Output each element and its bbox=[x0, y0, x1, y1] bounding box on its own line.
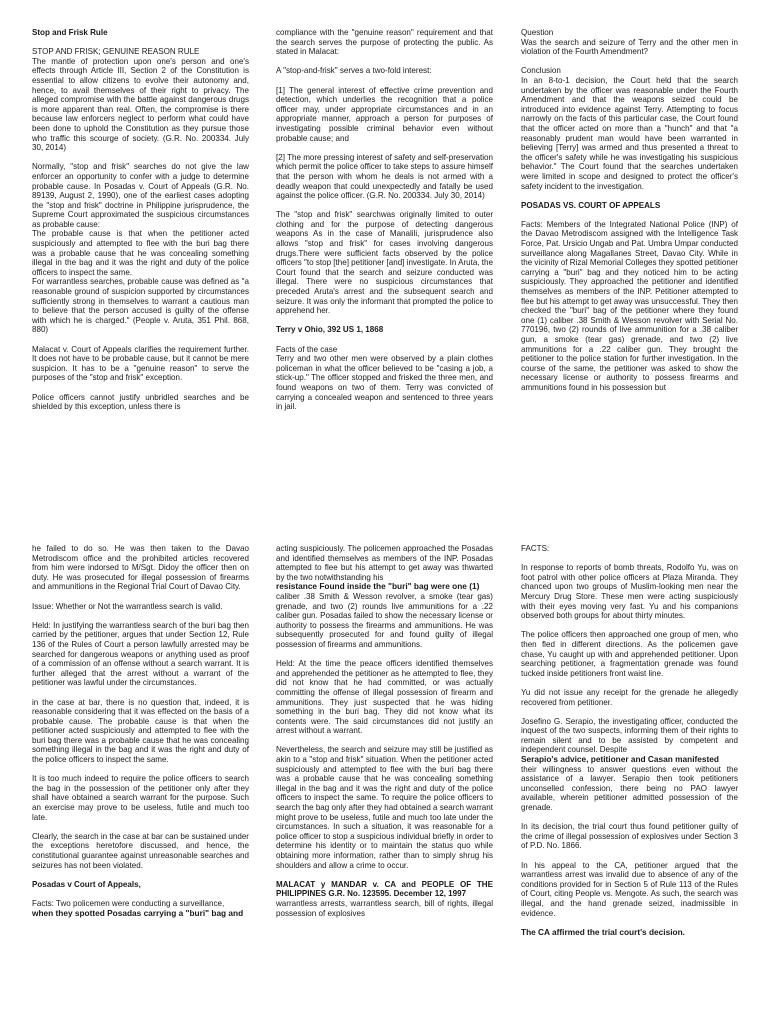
paragraph: their willingness to answer questions even without the assistance of a lawyer. Serapio then took petitioners unconselled confession, there being no PAO lawyer available, wherein petitioner admitted possession of the grenade. bbox=[521, 764, 738, 813]
section-heading: Terry v Ohio, 392 US 1, 1868 bbox=[276, 325, 384, 335]
page2-column-1 bbox=[32, 544, 249, 918]
paragraph: The CA affirmed the trial court's decision. bbox=[521, 926, 685, 937]
page1-column-2 bbox=[276, 28, 493, 421]
paragraph: Malacat v. Court of Appeals clarifies the requirement further. It does not have to be probable cause, but it cannot be mere suspicion. It has to be a "genuine reason" to serve the purposes of the "stop and frisk" exception. bbox=[32, 344, 249, 383]
paragraph: The "stop and frisk" searchwas originally limited to outer clothing and for the purpose of detecting dangerous weapons As in the case of Manalili, jurisprudence also allows "stop and frisk" for cases involving dangerous drugs.There were sufficient facts observed by the police officers "to stop [the] petitioner [and] investigate. In Aruta, the Court found that the search and seizure conducted was illegal. There were no suspicious circumstances that preceded Aruta's arrest and the subsequent search and seizure. It was only the informant that prompted the police to apprehend her. bbox=[276, 210, 493, 316]
paragraph: Serapio's advice, petitioner and Casan manifested bbox=[521, 754, 719, 765]
paragraph: For warrantless searches, probable cause was defined as "a reasonable ground of suspicion supported by circumstances sufficiently strong in themselves to warrant a cautious man to believe that the person accused is guilty of the offense with which he is charged." (People v. Aruta, 351 Phil. 868, 880) bbox=[32, 277, 249, 335]
section-heading: POSADAS VS. COURT OF APPEALS bbox=[521, 200, 661, 210]
paragraph: Was the search and seizure of Terry and the other men in violation of the Fourth Amendment? bbox=[521, 37, 738, 57]
paragraph: caliber .38 Smith & Wesson revolver, a smoke (tear gas) grenade, and two (2) rounds live ammunitions for a .22 caliber gun. Posadas failed to show the necessary license or authority to possess the firearms and ammunitions. He was subsequently prosecuted for and found guilty of illegal possession of firearms and ammunitions. bbox=[276, 591, 493, 649]
paragraph: Question bbox=[521, 28, 554, 37]
paragraph: In an 8-to-1 decision, the Court held that the search undertaken by the officer was reasonable under the Fourth Amendment and that the weapons seized could be introduced into evidence against Terry. Attempting to focus narrowly on the facts of this particular case, the Court found that the officer acted on more than a "hunch" and that "a reasonably prudent man would have been warranted in believing [Terry] was armed and thus presented a threat to the officer's safety while he was investigating his suspicious behavior." The Court found that the searches undertaken were limited in scope and designed to protect the officer's safety incident to the investigation. bbox=[521, 75, 738, 191]
paragraph: compliance with the "genuine reason" requirement and that the search serves the purpose of protecting the public. As stated in Malacat: bbox=[276, 28, 493, 57]
paragraph: Terry and two other men were observed by a plain clothes policeman in what the officer believed to be "casing a job, a stick-up." The officer stopped and frisked the three men, and found weapons on two of them. Terry was convicted of carrying a concealed weapon and sentenced to three years in jail. bbox=[276, 354, 493, 412]
paragraph: In his appeal to the CA, petitioner argued that the warrantless arrest was invalid due to absence of any of the conditions provided for in Section 5 of Rule 113 of the Rules of Court, citing People vs. Mengote. As such, the search was illegal, and the hand grenade seized, inadmissible in evidence. bbox=[521, 860, 738, 918]
paragraph: STOP AND FRISK; GENUINE REASON RULE bbox=[32, 47, 200, 57]
paragraph: In its decision, the trial court thus found petitioner guilty of the crime of illegal possession of explosives under Section 3 of P.D. No. 1866. bbox=[521, 822, 738, 851]
page1-column-3 bbox=[521, 28, 738, 402]
paragraph: Clearly, the search in the case at bar can be sustained under the exceptions heretofore discussed, and hence, the constitutional guarantee against unreasonable searches and seizures has not been violated. bbox=[32, 831, 249, 870]
paragraph: A "stop-and-frisk" serves a two-fold interest: bbox=[276, 66, 432, 76]
section-heading: MALACAT y MANDAR v. CA and PEOPLE OF THE PHILIPPINES G.R. No. 123595. December 12, 1997 bbox=[276, 879, 493, 899]
paragraph: Facts: Members of the Integrated National Police (INP) of the Davao Metrodiscom assigned with the Intelligence Task Force, Pat. Ursicio Ungab and Pat. Umbra Umpar conducted surveillance along Magallanes Street, Davao City. While in the vicinity of Rizal Memorial Colleges they spotted petitioner carrying a "buri" bag and they noticed him to be acting suspiciously. They approached the petitioner and identified themselves as members of the INP. Petitioner attempted to flee but his attempt to get away was unsuccessful. They then checked the "buri" bag of the petitioner where they found one (1) caliber .38 Smith & Wesson revolver with Serial No. 770196, two (2) rounds of live ammunition for a .38 caliber gun, a smoke (tear gas) grenade, and two (2) live ammunitions for a .22 caliber gun. They brought the petitioner to the police station for further investigation. In the course of the same, the petitioner was asked to show the necessary license or authority to possess firearms and ammunitions found in his possession but bbox=[521, 219, 738, 392]
paragraph: Held: At the time the peace officers identified themselves and apprehended the petitioner as he attempted to flee, they did not know that he had committed, or was actually committing the offense of illegal possession of firearm and ammunitions. They just suspected that he was hiding something in the buri bag. They did not know what its contents were. The said circumstances did not justify an arrest without a warrant. bbox=[276, 659, 493, 736]
paragraph: Josefino G. Serapio, the investigating officer, conducted the inquest of the two suspects, informing them of their rights to remain silent and to be assisted by competent and independent counsel. Despite bbox=[521, 716, 738, 755]
paragraph: Facts: Two policemen were conducting a surveillance, bbox=[32, 898, 225, 908]
paragraph: Normally, "stop and frisk" searches do not give the law enforcer an opportunity to confer with a judge to determine probable cause. In Posadas v. Court of Appeals (G.R. No. 89139, August 2, 1990), one of the earliest cases adopting the "stop and frisk" doctrine in Philippine jurisprudence, the Supreme Court approximated the suspicious circumstances as probable cause: bbox=[32, 162, 249, 229]
paragraph: The probable cause is that when the petitioner acted suspiciously and attempted to flee with the buri bag there was a probable cause that he was concealing something illegal in the bag and it was the right and duty of the police officers to inspect the same. bbox=[32, 229, 249, 277]
page2-column-3 bbox=[521, 544, 738, 947]
page1-column-1 bbox=[32, 28, 249, 421]
page2-column-2 bbox=[276, 544, 493, 918]
paragraph: It is too much indeed to require the police officers to search the bag in the possession of the petitioner only after they shall have obtained a search warrant for the purpose. Such an exercise may prove to be useless, futile and much too late. bbox=[32, 774, 249, 822]
paragraph: Facts of the case bbox=[276, 344, 338, 354]
paragraph: when they spotted Posadas carrying a "buri" bag and bbox=[32, 907, 244, 918]
paragraph: Conclusion bbox=[521, 66, 561, 76]
paragraph: resistance Found inside the "buri" bag were one (1) bbox=[276, 581, 480, 592]
paragraph: Issue: Whether or Not the warrantless search is valid. bbox=[32, 601, 223, 611]
paragraph: Held: In justifying the warrantless search of the buri bag then carried by the petitioner, argues that under Section 12, Rule 136 of the Rules of Court a person lawfully arrested may be searched for dangerous weapons or anything used as proof of a commission of an offense without a search warrant. It is further alleged that the arrest without a warrant of the petitioner was lawful under the circumstances. bbox=[32, 620, 249, 688]
paragraph: acting suspiciously. The policemen approached the Posadas and identified themselves as members of the INP. Posadas attempted to flee but his attempt to get away was thwarted by the two notwithstanding his bbox=[276, 544, 493, 582]
paragraph: The mantle of protection upon one's person and one's effects through Article III, Section 2 of the Constitution is essential to allow citizens to evolve their autonomy and, hence, to avail themselves of their right to privacy. The alleged compromise with the battle against dangerous drugs is more apparent than real. Often, the compromise is there because law enforcers neglect to perform what could have been done to uphold the Constitution as they pursue those who traffic this scourge of society. (G.R. No. 200334. July 30, 2014) bbox=[32, 56, 249, 153]
section-heading: Stop and Frisk Rule bbox=[32, 28, 108, 37]
paragraph: warrantless arrests, warrantless search, bill of rights, illegal possession of explosives bbox=[276, 898, 493, 918]
paragraph: he failed to do so. He was then taken to the Davao Metrodiscom office and the prohibited articles recovered from him were indorsed to M/Sgt. Didoy the officer then on duty. He was prosecuted for illegal possession of firearms and ammunitions in the Regional Trial Court of Davao City. bbox=[32, 544, 249, 592]
paragraph: Yu did not issue any receipt for the grenade he allegedly recovered from petitioner. bbox=[521, 687, 738, 707]
paragraph: Nevertheless, the search and seizure may still be justified as akin to a "stop and frisk" situation. When the petitioner acted suspiciously and attempted to flee with the buri bag there was a probable cause that he was concealing something illegal in the bag and it was the right and duty of the police officers to inspect the same. To require the police officers to search the bag only after they had obtained a search warrant might prove to be useless, futile and much too late under the circumstances. In such a situation, it was reasonable for a police officer to stop a suspicious individual briefly in order to determine his identity or to maintain the status quo while obtaining more information, rather than to simply shrug his shoulders and allow a crime to occur. bbox=[276, 745, 493, 870]
paragraph: In response to reports of bomb threats, Rodolfo Yu, was on foot patrol with other police officers at Plaza Miranda. They chanced upon two groups of Muslim-looking men near the Mercury Drug Store. These men were acting suspiciously with their eyes moving very fast. Yu and his companions observed both groups for about thirty minutes. bbox=[521, 563, 738, 621]
paragraph: The police officers then approached one group of men, who then fled in different directions. As the policemen gave chase, Yu caught up with and apprehended petitioner. Upon searching petitioner, a fragmentation grenade was found tucked inside petitioners front waist line. bbox=[521, 630, 738, 678]
paragraph: [1] The general interest of effective crime prevention and detection, which underlies the recognition that a police officer may, under appropriate circumstances and in an appropriate manner, approach a person for purposes of investigating possible criminal behavior even without probable cause; and bbox=[276, 85, 493, 143]
paragraph: [2] The more pressing interest of safety and self-preservation which permit the police officer to take steps to assure himself that the person with whom he deals is not armed with a deadly weapon that could unexpectedly and fatally be used against the police officer. (G.R. No. 200334. July 30, 2014) bbox=[276, 152, 493, 201]
section-heading: Posadas v Court of Appeals, bbox=[32, 879, 141, 889]
paragraph: in the case at bar, there is no question that, indeed, it is reasonable considering that it was effected on the basis of a probable cause. The probable cause is that when the petitioner acted suspiciously and attempted to flee with the buri bag there was a probable cause that he was concealing something illegal in the bag and it was the right and duty of the police officers to inspect the same. bbox=[32, 697, 249, 765]
paragraph: Police officers cannot justify unbridled searches and be shielded by this exception, unless there is bbox=[32, 392, 249, 412]
paragraph: FACTS: bbox=[521, 544, 550, 553]
